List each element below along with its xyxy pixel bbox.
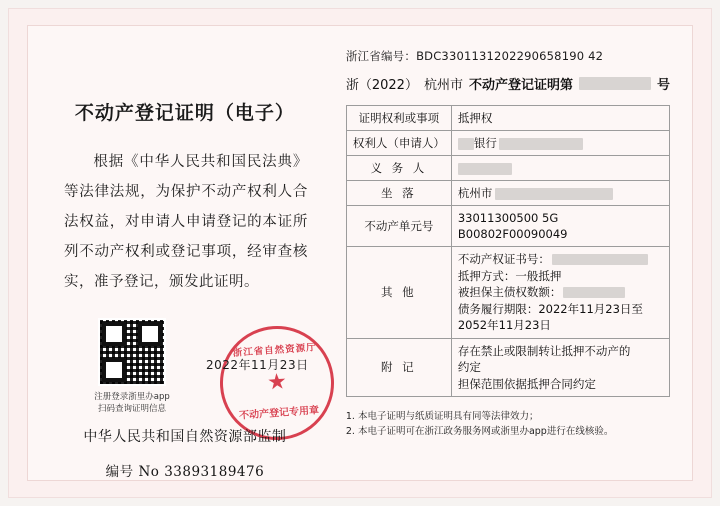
province-code-line <box>346 48 670 64</box>
certificate-number-redaction <box>579 77 651 90</box>
remark-line-3: 担保范围依据抵押合同约定 <box>457 376 596 391</box>
registration-table-body <box>346 106 669 397</box>
qr-caption-line-2: 扫码查询证明信息 <box>97 404 166 414</box>
footnotes <box>346 409 670 439</box>
value-redaction <box>563 287 625 298</box>
certificate-left-panel <box>28 26 342 480</box>
certificate-city: 杭州市 <box>423 78 463 93</box>
qr-finder-icon <box>102 358 126 382</box>
certificate-outer-frame <box>8 8 712 498</box>
footnote-2: 2. 本电子证明可在浙江政务服务网或浙里办app进行在线核验。 <box>345 426 614 437</box>
row-label: 不动产单元号 <box>346 206 451 247</box>
row-value-other <box>451 247 669 339</box>
row-label-other: 其 他 <box>346 247 451 339</box>
qr-caption-line-1: 注册登录浙里办app <box>94 392 170 402</box>
row-value <box>451 131 669 156</box>
registration-table <box>346 105 670 397</box>
other-line-5: 2052年11月23日 <box>457 318 551 332</box>
value-redaction <box>495 188 613 200</box>
serial-line <box>28 460 342 480</box>
serial-value: 33893189476 <box>164 464 265 480</box>
row-value <box>451 106 669 131</box>
row-value-text: 抵押权 <box>457 111 493 125</box>
seal-top-text: 浙江省自然资源厅 <box>232 342 318 359</box>
footnote-1: 1. 本电子证明与纸质证明具有同等法律效力； <box>345 411 539 422</box>
row-value-text: 33011300500 5G B00802F00090049 <box>457 211 568 241</box>
other-line-2: 抵押方式：一般抵押 <box>457 268 562 283</box>
table-row <box>346 106 669 131</box>
certificate-title-text: 不动产登记证明第 <box>468 78 573 93</box>
document-body-text <box>46 147 324 297</box>
document-body-paragraph: 根据《中华人民共和国民法典》等法律法规，为保护不动产权利人合法权益，对申请人申请登记的本证所列不动产权利或登记事项，经审查核实，准予登记，颁发此证明。 <box>64 154 308 290</box>
row-value-remark <box>451 338 669 397</box>
row-value <box>451 206 669 247</box>
document-title: 不动产登记证明（电子） <box>74 102 295 124</box>
table-row <box>346 131 669 156</box>
certificate-prefix: 浙（2022） <box>345 78 418 93</box>
row-label-remark: 附 记 <box>346 338 451 397</box>
value-redaction <box>458 138 474 150</box>
row-value-text: 银行 <box>473 136 497 150</box>
row-value <box>451 181 669 206</box>
other-line-4: 债务履行期限：2022年11月23日至 <box>457 301 643 316</box>
certificate-content <box>28 26 692 480</box>
other-line-1: 不动产权证书号： <box>458 251 663 268</box>
certificate-unit: 号 <box>656 78 670 93</box>
remark-line-1: 存在禁止或限制转让抵押不动产的 <box>457 343 631 358</box>
issuer-line: 中华人民共和国自然资源部监制 <box>83 429 287 445</box>
row-value-text: 杭州市 <box>457 186 493 200</box>
qr-code-icon[interactable] <box>98 318 166 386</box>
row-value <box>451 156 669 181</box>
value-redaction <box>458 163 512 175</box>
star-icon: ★ <box>266 369 288 396</box>
row-label: 证明权利或事项 <box>346 106 451 131</box>
certificate-inner-frame <box>27 25 693 481</box>
seal-date: 2022年11月23日 <box>206 358 309 372</box>
other-line-3: 被担保主债权数额： <box>458 284 663 301</box>
table-row <box>346 181 669 206</box>
table-row <box>346 206 669 247</box>
table-row-remark <box>346 338 669 397</box>
serial-label: 编号 No <box>105 464 160 480</box>
row-label: 权利人（申请人） <box>346 131 451 156</box>
table-row <box>346 156 669 181</box>
remark-line-2: 约定 <box>457 360 481 374</box>
certificate-right-panel <box>342 26 692 480</box>
row-label: 坐 落 <box>346 181 451 206</box>
table-row-other <box>346 247 669 339</box>
qr-block <box>86 318 178 415</box>
row-label: 义 务 人 <box>346 156 451 181</box>
value-redaction <box>552 254 648 265</box>
qr-caption <box>86 391 178 415</box>
province-code-label: 浙江省编号： <box>345 49 417 63</box>
seal-bottom-text: 不动产登记专用章 <box>238 405 320 422</box>
province-code-value: BDC3301131202290658190 42 <box>416 49 604 63</box>
value-redaction <box>499 138 583 150</box>
certificate-number-line <box>346 74 670 93</box>
